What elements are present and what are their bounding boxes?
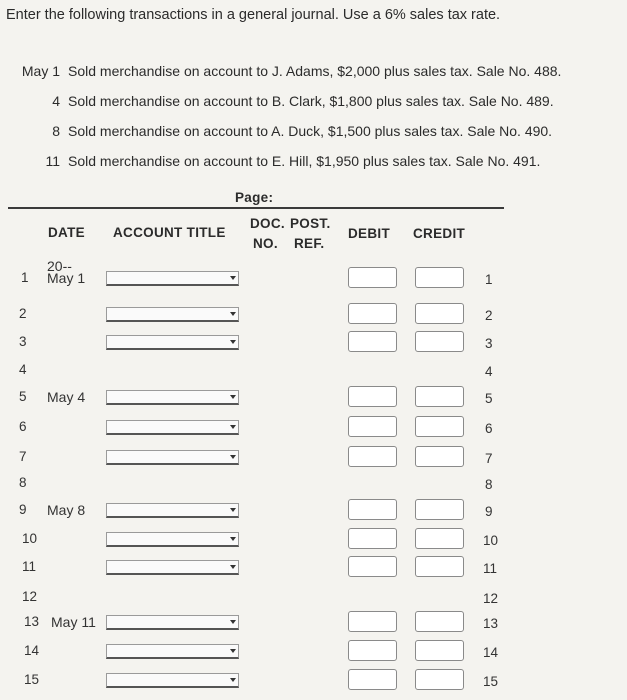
debit-input[interactable] <box>348 386 397 407</box>
account-title-select[interactable] <box>106 420 239 435</box>
header-post: POST. <box>290 216 331 231</box>
chevron-down-icon <box>230 455 236 459</box>
row-number-right: 10 <box>483 533 499 548</box>
header-debit: DEBIT <box>348 226 390 241</box>
header-date: DATE <box>48 225 85 240</box>
debit-input[interactable] <box>348 303 397 324</box>
row-number-left: 10 <box>22 531 38 546</box>
row-number-right: 5 <box>485 391 493 406</box>
row-number-left: 13 <box>24 614 40 629</box>
transaction-date: May 1 <box>21 63 60 79</box>
instruction-text: Enter the following transactions in a general journal. Use a 6% sales tax rate. <box>6 7 501 23</box>
transaction-item <box>45 153 541 169</box>
debit-input[interactable] <box>348 528 397 549</box>
header-doc: DOC. <box>250 216 285 231</box>
row-number-left: 12 <box>22 589 38 604</box>
header-rule <box>8 207 504 209</box>
row-number-right: 2 <box>485 308 493 323</box>
transaction-date: 8 <box>52 123 60 139</box>
transaction-text: Sold merchandise on account to E. Hill, $1,950 plus sales tax. Sale No. 491. <box>68 153 541 169</box>
transaction-item <box>21 63 562 79</box>
debit-input[interactable] <box>348 446 397 467</box>
row-number-right: 6 <box>485 421 493 436</box>
row-number-left: 4 <box>19 362 27 377</box>
chevron-down-icon <box>230 537 236 541</box>
chevron-down-icon <box>230 312 236 316</box>
row-number-right: 1 <box>485 272 493 287</box>
row-number-left: 15 <box>24 672 40 687</box>
credit-input[interactable] <box>415 331 464 352</box>
debit-input[interactable] <box>348 267 397 288</box>
account-title-select[interactable] <box>106 673 239 688</box>
row-number-left: 7 <box>19 449 27 464</box>
credit-input[interactable] <box>415 611 464 632</box>
row-number-left: 14 <box>24 643 40 658</box>
credit-input[interactable] <box>415 446 464 467</box>
credit-input[interactable] <box>415 267 464 288</box>
row-date: May 8 <box>47 502 86 518</box>
account-title-select[interactable] <box>106 503 239 518</box>
debit-input[interactable] <box>348 331 397 352</box>
debit-input[interactable] <box>348 669 397 690</box>
chevron-down-icon <box>230 620 236 624</box>
debit-input[interactable] <box>348 611 397 632</box>
chevron-down-icon <box>230 649 236 653</box>
debit-input[interactable] <box>348 499 397 520</box>
row-number-left: 5 <box>19 389 27 404</box>
row-date: May 4 <box>47 389 86 405</box>
header-credit: CREDIT <box>413 226 466 241</box>
credit-input[interactable] <box>415 416 464 437</box>
chevron-down-icon <box>230 678 236 682</box>
row-number-left: 11 <box>22 559 37 574</box>
row-number-right: 15 <box>483 674 499 689</box>
row-number-left: 8 <box>19 475 27 490</box>
row-number-left: 6 <box>19 419 27 434</box>
credit-input[interactable] <box>415 499 464 520</box>
transaction-text: Sold merchandise on account to B. Clark, $1,800 plus sales tax. Sale No. 489. <box>68 93 554 109</box>
account-title-select[interactable] <box>106 644 239 659</box>
credit-input[interactable] <box>415 386 464 407</box>
chevron-down-icon <box>230 340 236 344</box>
year-label: 20-- <box>47 258 72 274</box>
row-number-right: 7 <box>485 451 493 466</box>
row-number-left: 2 <box>19 306 27 321</box>
credit-input[interactable] <box>415 528 464 549</box>
account-title-select[interactable] <box>106 335 239 350</box>
chevron-down-icon <box>230 425 236 429</box>
transaction-item <box>52 123 553 139</box>
row-number-right: 13 <box>483 616 499 631</box>
account-title-select[interactable] <box>106 615 239 630</box>
account-title-select[interactable] <box>106 307 239 322</box>
account-title-select[interactable] <box>106 560 239 575</box>
row-number-right: 11 <box>483 561 498 576</box>
chevron-down-icon <box>230 276 236 280</box>
account-title-select[interactable] <box>106 532 239 547</box>
debit-input[interactable] <box>348 640 397 661</box>
debit-input[interactable] <box>348 416 397 437</box>
account-title-select[interactable] <box>106 390 239 405</box>
credit-input[interactable] <box>415 556 464 577</box>
transaction-text: Sold merchandise on account to A. Duck, $1,500 plus sales tax. Sale No. 490. <box>68 123 553 139</box>
credit-input[interactable] <box>415 669 464 690</box>
row-number-left: 3 <box>19 334 27 349</box>
page-label: Page: <box>235 190 274 205</box>
transaction-item <box>52 93 554 109</box>
row-number-left: 9 <box>19 502 27 517</box>
row-number-left: 1 <box>21 270 29 285</box>
row-number-right: 3 <box>485 336 493 351</box>
header-no: NO. <box>253 236 278 251</box>
chevron-down-icon <box>230 565 236 569</box>
chevron-down-icon <box>230 508 236 512</box>
credit-input[interactable] <box>415 303 464 324</box>
row-number-right: 9 <box>485 504 493 519</box>
credit-input[interactable] <box>415 640 464 661</box>
account-title-select[interactable] <box>106 450 239 465</box>
debit-input[interactable] <box>348 556 397 577</box>
row-number-right: 14 <box>483 645 499 660</box>
transaction-date: 4 <box>52 93 60 109</box>
account-title-select[interactable] <box>106 271 239 286</box>
header-ref: REF. <box>294 236 325 251</box>
row-number-right: 8 <box>485 477 493 492</box>
transaction-date: 11 <box>45 153 60 169</box>
row-number-right: 12 <box>483 591 499 606</box>
row-number-right: 4 <box>485 364 493 379</box>
chevron-down-icon <box>230 395 236 399</box>
header-account-title: ACCOUNT TITLE <box>113 225 226 240</box>
row-date: May 1 <box>47 270 86 286</box>
row-date: May 11 <box>51 614 96 630</box>
transaction-text: Sold merchandise on account to J. Adams, $2,000 plus sales tax. Sale No. 488. <box>68 63 562 79</box>
